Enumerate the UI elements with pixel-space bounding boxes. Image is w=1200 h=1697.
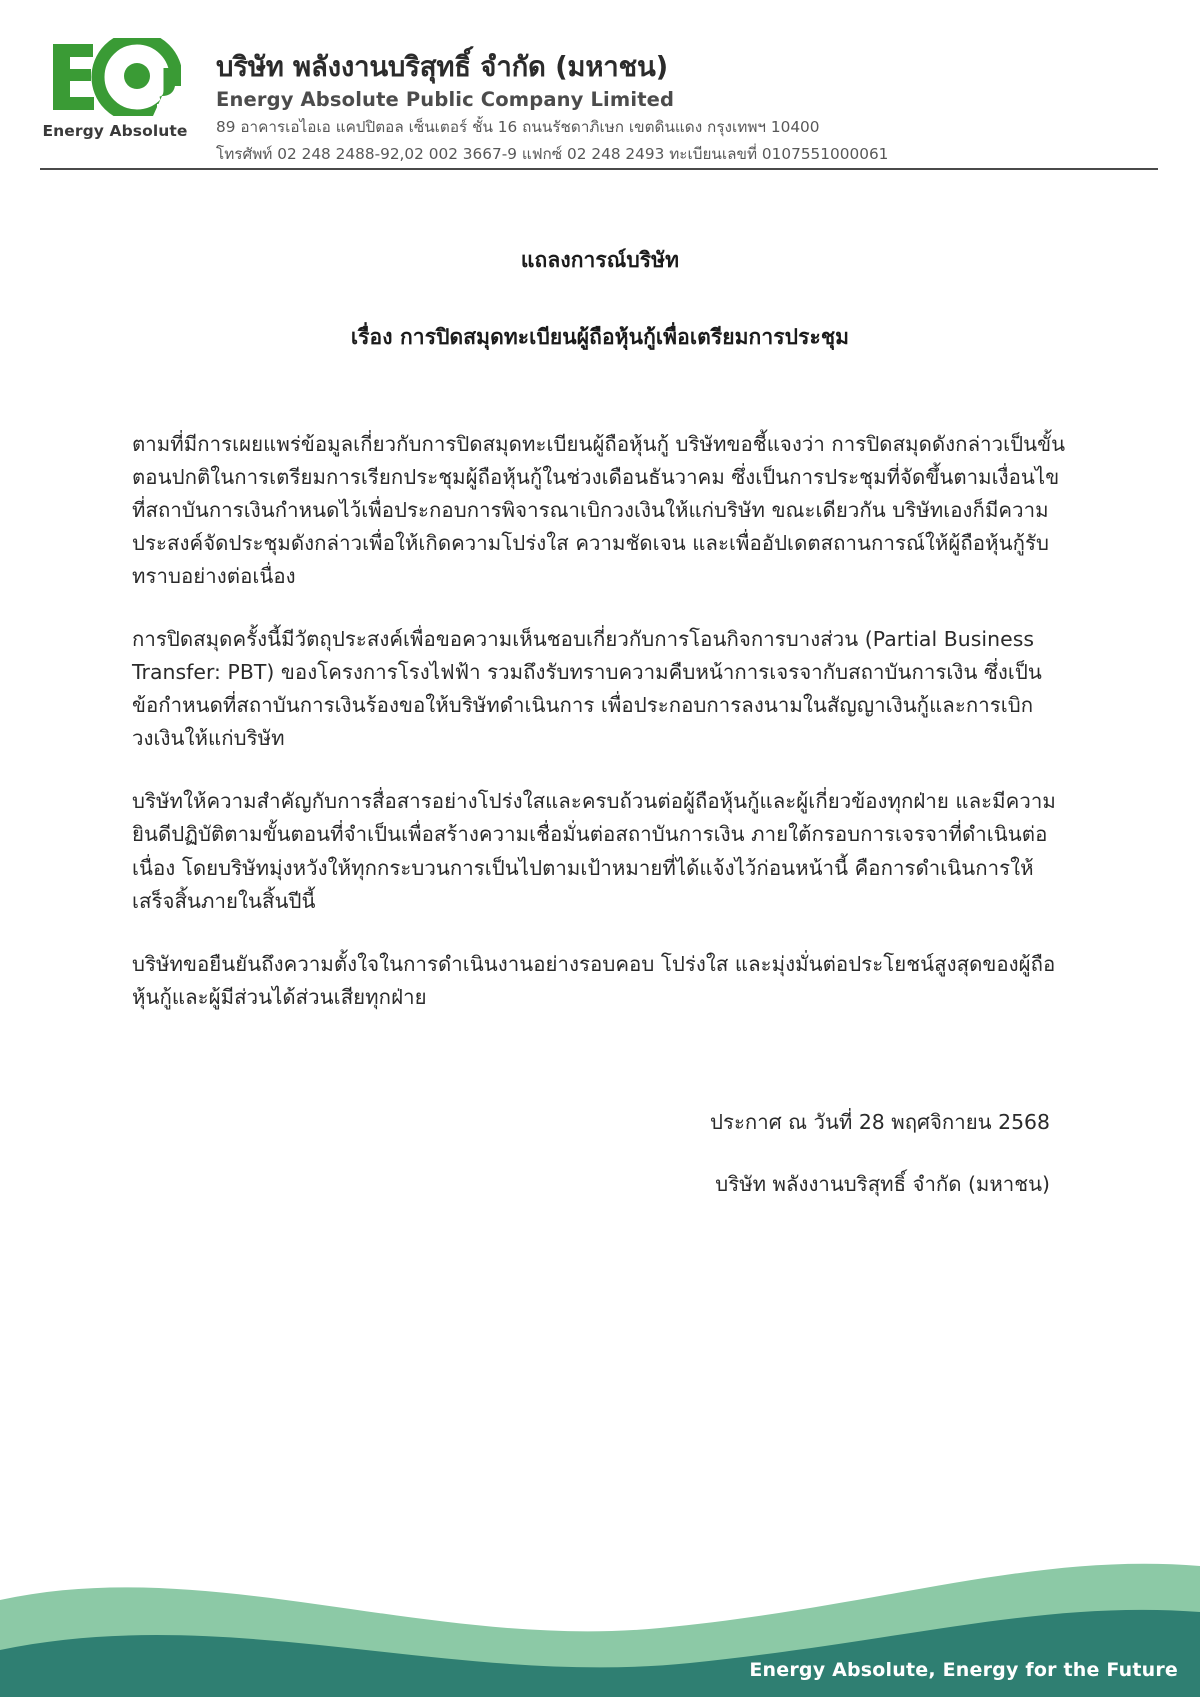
footer-tagline: Energy Absolute, Energy for the Future [749,1659,1178,1681]
paragraph: บริษัทขอยืนยันถึงความตั้งใจในการดำเนินงานอย่างรอบคอบ โปร่งใส และมุ่งมั่นต่อประโยชน์สูงสุดของผู้ถือหุ้นกู้และผู้มีส่วนได้ส่วนเสียทุกฝ่าย [132,951,1056,1009]
body-copy [132,428,1068,1014]
document-subtitle: เรื่อง การปิดสมุดทะเบียนผู้ถือหุ้นกู้เพื่อเตรียมการประชุม [350,325,850,349]
document-body [0,172,1200,1201]
company-logo [40,36,190,140]
paragraph: การปิดสมุดครั้งนี้มีวัตถุประสงค์เพื่อขอความเห็นชอบเกี่ยวกับการโอนกิจการบางส่วน (Partial Business Transfer: PBT) ของโครงการโรงไฟฟ้า รวมถึงรับทราบความคืบหน้าการเจรจากับสถาบันการเงิน ซึ่งเป็นข้อกำหนดที่สถาบันการเงินร้องขอให้บริษัทดำเนินการ เพื่อประกอบการลงนามในสัญญาเงินกู้และการเบิกวงเงินให้แก่บริษัท [132,627,1042,751]
company-name-english: Energy Absolute Public Company Limited [216,87,675,111]
company-name-thai: บริษัท พลังงานบริสุทธิ์ จำกัด (มหาชน) [216,51,668,83]
signature-block [132,1106,1068,1201]
letterhead-text [190,36,888,165]
announcement-date: ประกาศ ณ วันที่ 28 พฤศจิกายน 2568 [710,1109,1050,1134]
paragraph: บริษัทให้ความสำคัญกับการสื่อสารอย่างโปร่งใสและครบถ้วนต่อผู้ถือหุ้นกู้และผู้เกี่ยวข้องทุกฝ่าย และมีความยินดีปฏิบัติตามขั้นตอนที่จำเป็นเพื่อสร้างความเชื่อมั่นต่อสถาบันการเงิน ภายใต้กรอบการเจรจาที่ดำเนินต่อเนื่อง โดยบริษัทมุ่งหวังให้ทุกกระบวนการเป็นไปตามเป้าหมายที่ได้แจ้งไว้ก่อนหน้านี้ คือการดำเนินการให้เสร็จสิ้นภายในสิ้นปีนี้ [132,789,1056,913]
letterhead [0,0,1200,172]
energy-absolute-logo-icon [49,38,181,116]
logo-caption: Energy Absolute [42,122,188,140]
company-address: 89 อาคารเอไอเอ แคปปิตอล เซ็นเตอร์ ชั้น 16 ถนนรัชดาภิเษก เขตดินแดง กรุงเทพฯ 10400 [216,118,820,137]
signature-company-name: บริษัท พลังงานบริสุทธิ์ จำกัด (มหาชน) [715,1172,1050,1197]
document-title: แถลงการณ์บริษัท [520,248,680,272]
footer [0,1482,1200,1697]
company-contact: โทรศัพท์ 02 248 2488-92,02 002 3667-9 แฟกซ์ 02 248 2493 ทะเบียนเลขที่ 0107551000061 [216,144,889,163]
letterhead-divider [40,168,1158,170]
paragraph: ตามที่มีการเผยแพร่ข้อมูลเกี่ยวกับการปิดสมุดทะเบียนผู้ถือหุ้นกู้ บริษัทขอชี้แจงว่า การปิดสมุดดังกล่าวเป็นขั้นตอนปกติในการเตรียมการเรียกประชุมผู้ถือหุ้นกู้ในช่วงเดือนธันวาคม ซึ่งเป็นการประชุมที่จัดขึ้นตามเงื่อนไขที่สถาบันการเงินกำหนดไว้เพื่อประกอบการพิจารณาเบิกวงเงินให้แก่บริษัท ขณะเดียวกัน บริษัทเองก็มีความประสงค์จัดประชุมดังกล่าวเพื่อให้เกิดความโปร่งใส ความชัดเจน และเพื่ออัปเดตสถานการณ์ให้ผู้ถือหุ้นกู้รับทราบอย่างต่อเนื่อง [132,432,1066,589]
